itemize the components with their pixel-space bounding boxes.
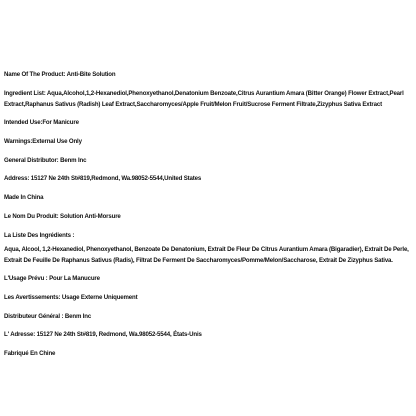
distributor-en: General Distributor: Benm Inc <box>4 156 87 164</box>
product-name-en: Name Of The Product: Anti-Bite Solution <box>4 71 116 78</box>
address-fr: L' Adresse: 15127 Ne 24th St#819, Redmond, Wa.98052-5544, États-Unis <box>4 331 202 339</box>
label-text-block <box>4 69 414 367</box>
address-en: Address: 15127 Ne 24th St#819,Redmond, Wa.98052-5544,United States <box>4 175 202 183</box>
ingredient-list-fr: Aqua, Alcool, 1,2-Hexanediol, Phenoxyethanol, Benzoate De Denatonium, Extrait De Fleur De Citrus Aurantium Amara (Bigaradier), Extrait De Perle, Extrait De Feuille De Raphanus Sativus (Radis), Filtrat De Ferment De Saccharomyces/Pomme/Melon/Saccharose, Extrait De Zizyphus Sativa. <box>4 245 409 264</box>
intended-use-en: Intended Use:For Manicure <box>4 119 79 127</box>
ingredient-list-en: Ingredient List: Aqua,Alcohol,1,2-Hexanediol,Phenoxyethanol,Denatonium Benzoate,Citrus Aurantium Amara (Bitter Orange) Flower Extract,Pearl Extract,Raphanus Sativus (Radish) Leaf Extract,Saccharomyces/Apple Fruit/Melon Fruit/Sucrose Ferment Filtrate,Zizyphus Sativa Extract <box>4 89 404 108</box>
product-name-fr: Le Nom Du Produit: Solution Anti-Morsure <box>4 212 121 220</box>
intended-use-fr: L'Usage Prévu : Pour La Manucure <box>4 275 100 283</box>
ingredient-heading-fr: La Liste Des Ingrédients : <box>4 231 75 239</box>
warnings-en: Warnings:External Use Only <box>4 138 82 146</box>
warnings-fr: Les Avertissements: Usage Externe Uniquement <box>4 293 138 301</box>
origin-en: Made In China <box>4 194 44 202</box>
distributor-fr: Distributeur Général : Benm Inc <box>4 312 92 320</box>
origin-fr: Fabriqué En Chine <box>4 349 56 357</box>
